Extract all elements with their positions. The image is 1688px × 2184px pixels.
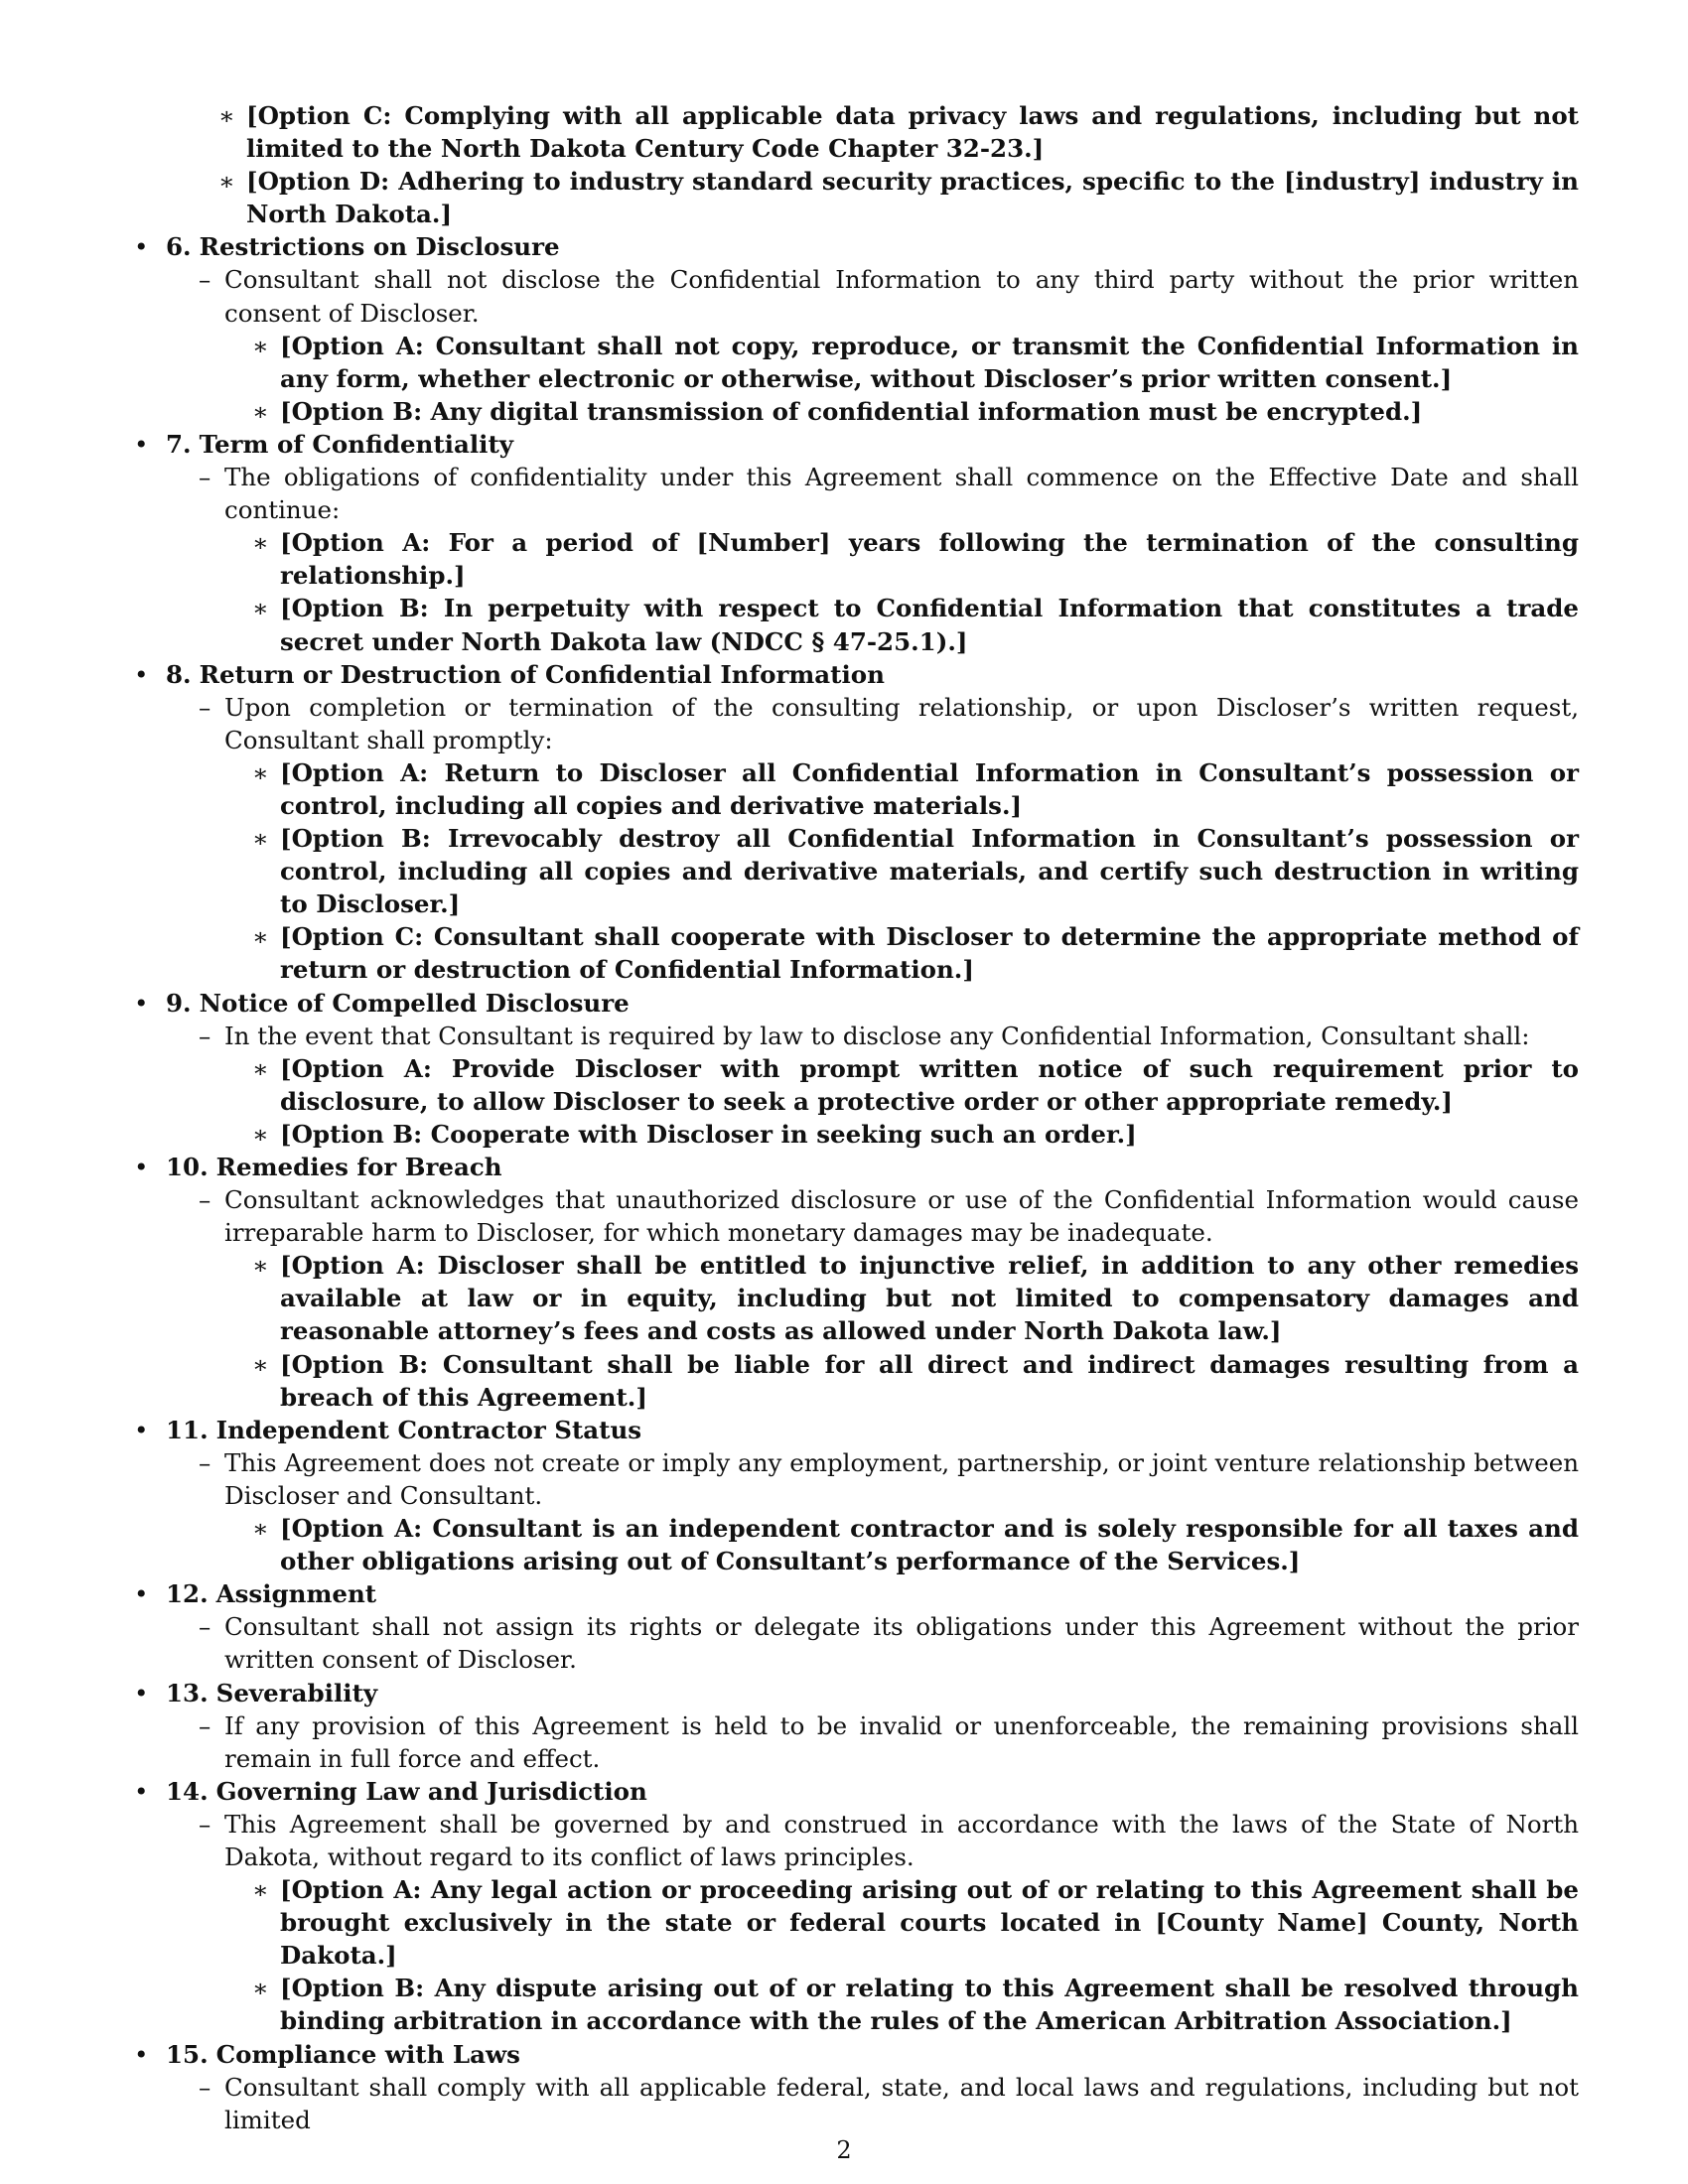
options-list — [224, 1249, 1579, 1413]
page-number: 2 — [836, 2136, 852, 2164]
clause-item — [199, 263, 1579, 427]
clause-list — [166, 263, 1579, 427]
section-number: 15. — [166, 2039, 209, 2069]
section-title: Return or Destruction of Confidential Information — [199, 659, 885, 689]
section-item — [132, 1775, 1579, 2038]
option-item: ∗ [Option B: Any digital transmission of confidential information must be encrypted.] — [250, 395, 1579, 428]
clause-item — [199, 1020, 1579, 1151]
clause-list — [166, 1183, 1579, 1414]
clause-list — [166, 691, 1579, 987]
clause-list — [166, 461, 1579, 658]
clause-text: – Consultant shall not disclose the Confidential Information to any third party without the prior written consent of Discloser. — [224, 265, 1579, 328]
section-item — [132, 230, 1579, 428]
section-title: Remedies for Breach — [215, 1153, 502, 1181]
clause-list — [166, 1709, 1579, 1775]
section-number: 7. — [166, 429, 192, 459]
section-title: Compliance with Laws — [215, 2039, 520, 2069]
option-item: ∗ [Option C: Complying with all applicable data privacy laws and regulations, including but not limited to the North Dakota Century Code Chapter 32-23.] — [216, 99, 1579, 165]
option-item: ∗ [Option A: For a period of [Number] years following the termination of the consulting relationship.] — [250, 526, 1579, 592]
section-title: Independent Contractor Status — [215, 1415, 642, 1444]
section-heading — [166, 1677, 1579, 1709]
clause-list — [166, 1020, 1579, 1151]
continued-options-list — [191, 99, 1579, 230]
section-title: Restrictions on Disclosure — [199, 232, 560, 262]
option-item: ∗ [Option B: Irrevocably destroy all Confidential Information in Consultant’s possession or control, including all copies and derivative materials, and certify such destruction in writing to Discloser.] — [250, 822, 1579, 920]
clause-item — [199, 1709, 1579, 1775]
section-title: Governing Law and Jurisdiction — [215, 1776, 647, 1806]
options-list — [224, 1873, 1579, 2037]
section-item — [132, 658, 1579, 987]
section-item — [132, 1677, 1579, 1775]
section-item — [132, 1577, 1579, 1676]
section-title: Term of Confidentiality — [199, 429, 514, 459]
option-item: ∗ [Option A: Discloser shall be entitled to injunctive relief, in addition to any other remedies available at law or in equity, including but not limited to compensatory damages and reasonable attorney’s fees and costs as allowed under North Dakota law.] — [250, 1249, 1579, 1347]
clause-item — [199, 2071, 1579, 2136]
options-list — [224, 1512, 1579, 1577]
clause-list — [166, 1446, 1579, 1577]
section-heading — [166, 658, 1579, 691]
option-item: ∗ [Option D: Adhering to industry standard security practices, specific to the [industry] industry in North Dakota.] — [216, 165, 1579, 230]
document-body — [132, 99, 1579, 2136]
clause-list — [166, 2071, 1579, 2136]
clause-text: – Consultant shall not assign its rights or delegate its obligations under this Agreement without the prior written consent of Discloser. — [224, 1612, 1579, 1675]
section-heading — [166, 428, 1579, 461]
option-item: ∗ [Option A: Provide Discloser with prompt written notice of such requirement prior to disclosure, to allow Discloser to seek a protective order or other appropriate remedy.] — [250, 1052, 1579, 1118]
option-item: ∗ [Option C: Consultant shall cooperate with Discloser to determine the appropriate method of return or destruction of Confidential Information.] — [250, 920, 1579, 986]
clause-list — [166, 1808, 1579, 2038]
option-item: ∗ [Option B: Any dispute arising out of or relating to this Agreement shall be resolved through binding arbitration in accordance with the rules of the American Arbitration Association.] — [250, 1972, 1579, 2037]
section-title: Severability — [215, 1678, 378, 1707]
section-heading — [166, 1775, 1579, 1808]
section-heading — [166, 230, 1579, 263]
section-number: 6. — [166, 232, 192, 262]
clause-text: – Consultant acknowledges that unauthorized disclosure or use of the Confidential Information would cause irreparable harm to Discloser, for which monetary damages may be inadequate. — [224, 1185, 1579, 1248]
section-number: 10. — [166, 1153, 209, 1181]
section-heading — [166, 2038, 1579, 2071]
section-title: Notice of Compelled Disclosure — [199, 988, 630, 1018]
section-heading — [166, 1414, 1579, 1446]
option-item: ∗ [Option B: Consultant shall be liable for all direct and indirect damages resulting from a breach of this Agreement.] — [250, 1348, 1579, 1414]
option-item: ∗ [Option A: Consultant is an independent contractor and is solely responsible for all taxes and other obligations arising out of Consultant’s performance of the Services.] — [250, 1512, 1579, 1577]
clause-text: – This Agreement shall be governed by and construed in accordance with the laws of the State of North Dakota, without regard to its conflict of laws principles. — [224, 1809, 1579, 1871]
option-item: ∗ [Option A: Any legal action or proceeding arising out of or relating to this Agreement shall be brought exclusively in the state or federal courts located in [County Name] County, North Dakota.] — [250, 1873, 1579, 1972]
section-heading — [166, 987, 1579, 1020]
clause-item — [199, 1610, 1579, 1676]
clause-item — [199, 1183, 1579, 1414]
options-list — [224, 1052, 1579, 1151]
options-list — [224, 526, 1579, 657]
option-item: ∗ [Option B: Cooperate with Discloser in seeking such an order.] — [250, 1118, 1579, 1151]
sections-list — [132, 230, 1579, 2135]
section-number: 13. — [166, 1678, 209, 1707]
clause-item — [199, 461, 1579, 658]
option-item: ∗ [Option A: Return to Discloser all Confidential Information in Consultant’s possession or control, including all copies and derivative materials.] — [250, 756, 1579, 822]
clause-list — [166, 1610, 1579, 1676]
clause-text: – In the event that Consultant is required by law to disclose any Confidential Information, Consultant shall: — [224, 1021, 1530, 1050]
options-list — [224, 756, 1579, 987]
section-item — [132, 2038, 1579, 2136]
section-heading — [166, 1577, 1579, 1610]
section-item — [132, 1151, 1579, 1414]
clause-text: – This Agreement does not create or imply any employment, partnership, or joint venture relationship between Discloser and Consultant. — [224, 1447, 1579, 1510]
section-item — [132, 428, 1579, 658]
section-number: 9. — [166, 988, 192, 1018]
section-number: 12. — [166, 1579, 209, 1609]
option-item: ∗ [Option A: Consultant shall not copy, reproduce, or transmit the Confidential Information in any form, whether electronic or otherwise, without Discloser’s prior written consent.] — [250, 330, 1579, 395]
options-list — [224, 330, 1579, 428]
clause-text: – The obligations of confidentiality under this Agreement shall commence on the Effective Date and shall continue: — [224, 463, 1579, 525]
section-title: Assignment — [215, 1579, 377, 1609]
clause-item — [199, 1446, 1579, 1577]
section-number: 11. — [166, 1415, 209, 1444]
section-number: 8. — [166, 659, 192, 689]
clause-item — [199, 1808, 1579, 2038]
section-number: 14. — [166, 1776, 209, 1806]
option-item: ∗ [Option B: In perpetuity with respect to Confidential Information that constitutes a trade secret under North Dakota law (NDCC § 47-25.1).] — [250, 592, 1579, 657]
section-item — [132, 987, 1579, 1151]
clause-item — [199, 691, 1579, 987]
section-heading — [166, 1151, 1579, 1183]
clause-text: – If any provision of this Agreement is held to be invalid or unenforceable, the remaining provisions shall remain in full force and effect. — [224, 1710, 1579, 1773]
section-item — [132, 1414, 1579, 1577]
clause-text: – Consultant shall comply with all applicable federal, state, and local laws and regulations, including but not limited — [224, 2072, 1579, 2134]
clause-text: – Upon completion or termination of the consulting relationship, or upon Discloser’s written request, Consultant shall promptly: — [224, 692, 1579, 754]
